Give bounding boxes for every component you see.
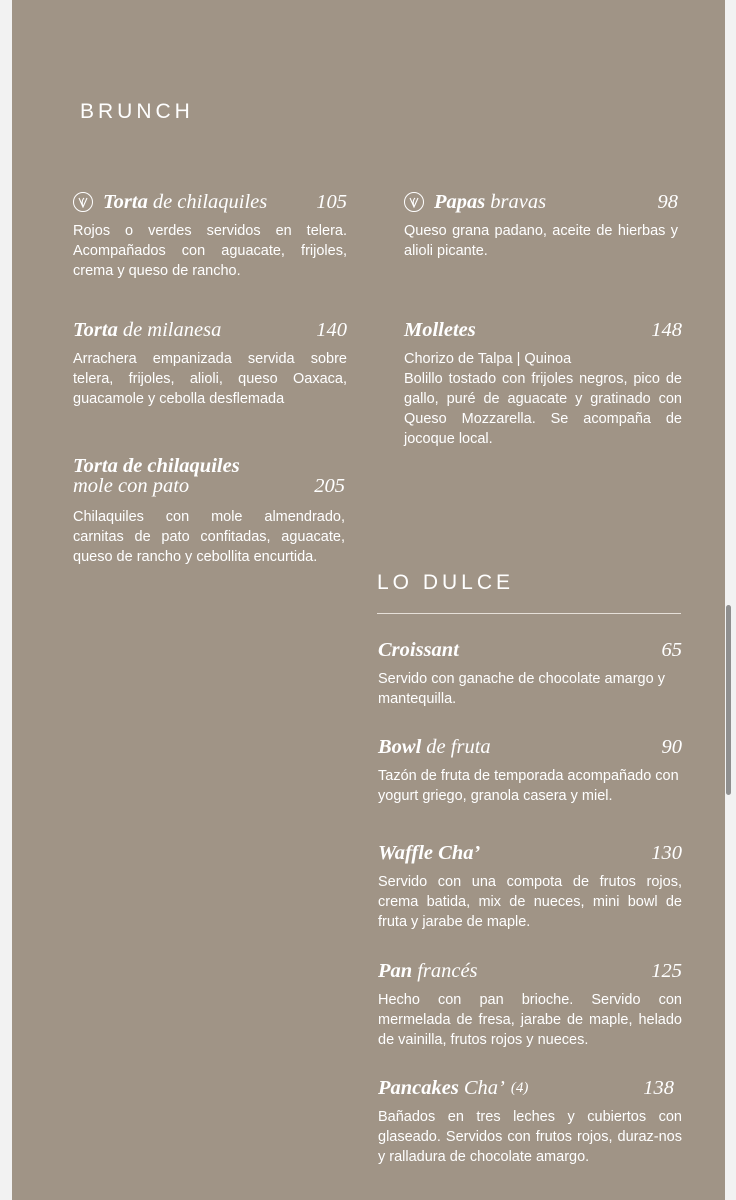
item-price: 105	[316, 191, 347, 213]
item-price: 205	[314, 475, 345, 497]
item-name-rest: francés	[417, 960, 478, 982]
item-description: Bañados en tres leches y cubiertos con glaseado. Servidos con frutos rojos, duraz-nos y ralladura de chocolate amargo.	[378, 1109, 682, 1165]
item-description: Tazón de fruta de temporada acompañado con yogurt griego, granola casera y miel.	[378, 768, 679, 804]
vegetarian-leaf-icon	[404, 192, 424, 212]
menu-item-torta-milanesa	[73, 317, 347, 409]
item-name-rest: de milanesa	[122, 319, 222, 341]
scrollbar[interactable]	[726, 605, 731, 795]
item-name-bold: Pancakes	[378, 1077, 459, 1099]
item-name-bold: Papas	[434, 191, 486, 213]
item-name-bold: Torta	[103, 191, 148, 213]
item-price: 138	[643, 1077, 674, 1099]
item-description: Servido con ganache de chocolate amargo y mantequilla.	[378, 671, 665, 707]
item-description: Hecho con pan brioche. Servido con mermelada de fresa, jarabe de maple, helado de vainilla, frutos rojos y nueces.	[378, 992, 682, 1048]
item-price: 65	[661, 639, 682, 661]
item-price: 130	[651, 842, 682, 864]
item-description: Chorizo de Talpa | Quinoa Bolillo tostado con frijoles negros, pico de gallo, puré de aguacate y gratinado con Queso Mozzarella. Se acompaña de jocoque local.	[404, 351, 682, 447]
item-name-rest: bravas	[490, 191, 547, 213]
menu-item-pan-frances	[378, 958, 682, 1050]
item-name-rest: de chilaquiles	[152, 191, 268, 213]
menu-item-torta-chilaquiles	[73, 189, 347, 281]
item-name-line2: mole con pato	[73, 475, 190, 497]
item-description: Queso grana padano, aceite de hierbas y alioli picante.	[404, 223, 678, 259]
menu-item-molletes	[404, 317, 682, 449]
menu-item-torta-mole-pato	[73, 453, 345, 567]
item-price: 148	[651, 319, 682, 341]
menu-item-pancakes	[378, 1075, 682, 1167]
item-description: Rojos o verdes servidos en telera. Acompañados con aguacate, frijoles, crema y queso de rancho.	[73, 223, 347, 279]
item-quantity: (4)	[510, 1080, 529, 1096]
section-title-brunch: BRUNCH	[80, 100, 194, 123]
item-name-rest: Cha’	[463, 1077, 505, 1099]
menu-item-papas-bravas	[404, 189, 678, 261]
item-name-bold: Bowl	[378, 736, 422, 758]
item-price: 90	[661, 736, 682, 758]
item-price: 98	[657, 191, 678, 213]
item-name-rest: de fruta	[426, 736, 491, 758]
menu-item-bowl-fruta	[378, 734, 682, 806]
item-name-bold: Torta	[73, 319, 118, 341]
vegetarian-leaf-icon	[73, 192, 93, 212]
menu-item-croissant	[378, 637, 682, 709]
item-description: Arrachera empanizada servida sobre telera, frijoles, alioli, queso Oaxaca, guacamole y cebolla desflemada	[73, 351, 347, 407]
item-name-bold: Croissant	[378, 639, 459, 661]
item-price: 125	[651, 960, 682, 982]
menu-page	[12, 0, 725, 1200]
item-price: 140	[316, 319, 347, 341]
item-name-bold: Waffle Cha’	[378, 842, 481, 864]
item-name-line1: Torta de chilaquiles	[73, 455, 240, 477]
section-divider	[377, 613, 681, 614]
item-name-bold: Molletes	[404, 319, 476, 341]
section-title-lo-dulce: LO DULCE	[377, 571, 515, 594]
item-name-bold: Pan	[378, 960, 413, 982]
item-description: Chilaquiles con mole almendrado, carnitas de pato confitadas, aguacate, queso de rancho y cebollita encurtida.	[73, 509, 345, 565]
menu-item-waffle	[378, 840, 682, 932]
item-description: Servido con una compota de frutos rojos, crema batida, mix de nueces, mini bowl de fruta y jarabe de maple.	[378, 874, 682, 930]
